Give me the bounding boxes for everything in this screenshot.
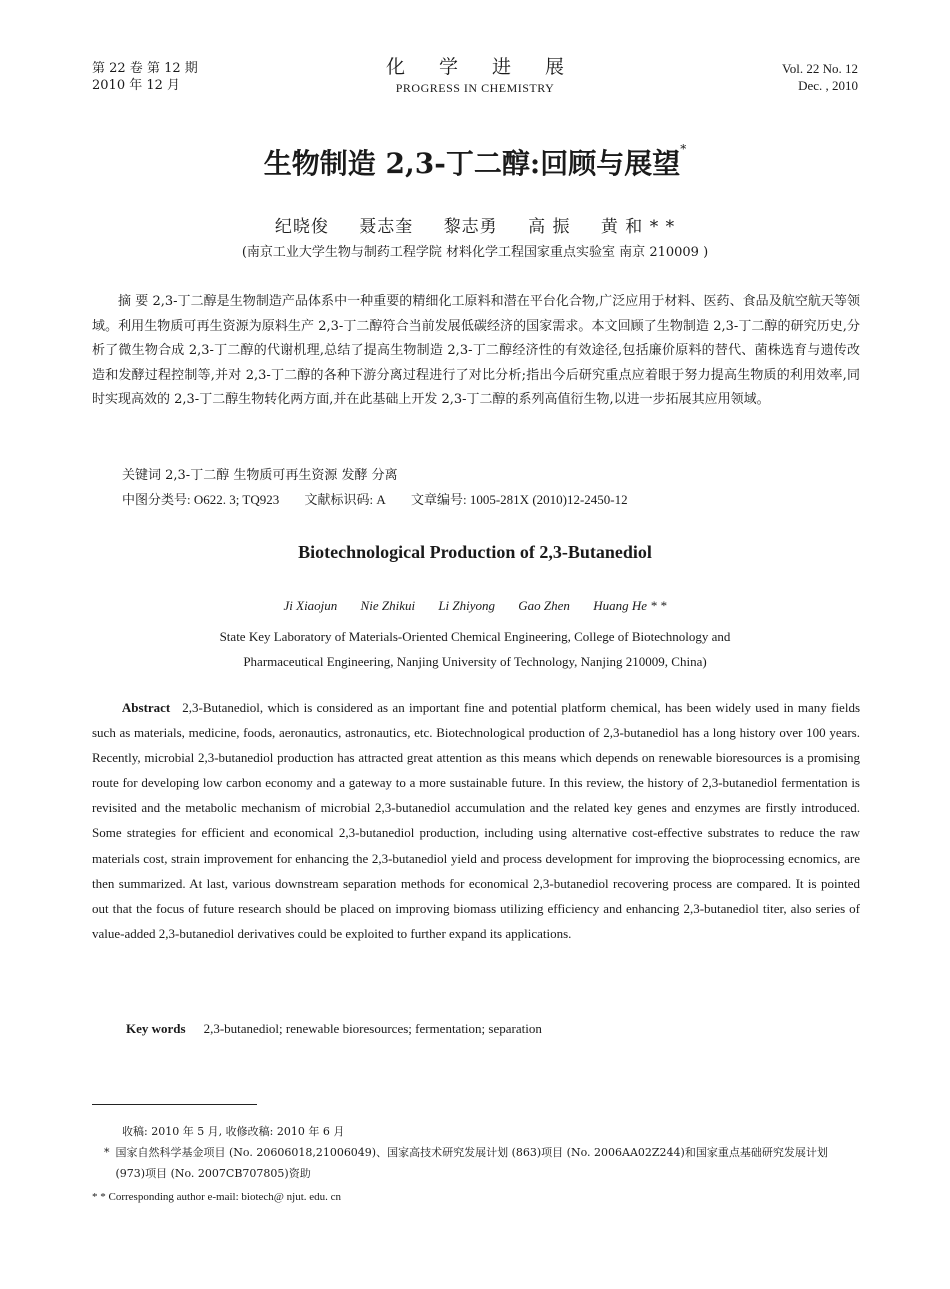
abstract-en	[92, 695, 860, 946]
paper-title-cn-text: 生物制造 2,3-丁二醇:回顾与展望	[263, 147, 681, 180]
keywords-cn: 关键词 2,3-丁二醇 生物质可再生资源 发酵 分离	[122, 468, 398, 483]
author-en: Huang He * *	[593, 598, 667, 613]
author-en: Nie Zhikui	[360, 598, 416, 613]
document-code: 文献标识码: A	[304, 492, 386, 507]
article-number: 文章编号: 1005-281X (2010)12-2450-12	[410, 492, 628, 507]
keywords-en	[126, 1021, 542, 1037]
paper-title-en: Biotechnological Production of 2,3-Butanediol	[298, 542, 652, 562]
classification-line	[122, 489, 650, 508]
journal-name-cn: 化 学 进 展	[385, 56, 579, 78]
author-list-cn	[0, 212, 950, 237]
author-list-en	[0, 598, 950, 614]
affiliation-en-line: State Key Laboratory of Materials-Oriented Chemical Engineering, College of Biotechnology and	[219, 629, 731, 644]
issue-en: Vol. 22 No. 12	[782, 61, 858, 76]
journal-name-en: PROGRESS IN CHEMISTRY	[395, 81, 555, 95]
abstract-en-text: 2,3-Butanediol, which is considered as an important fine and potential platform chemical, has been widely used in many fields such as materials, medicine, foods, aeronautics, astronautics, etc. Biotechnological production of 2,3-butanediol has a long history over 100 years. Recently, microbial 2,3-butanediol production has attracted great attention as this means which depends on renewable bioresources is a promising route for developing low carbon economy and a gateway to a more sustainable future. In this review, the history of 2,3-butanediol fermentation is revisited and the metabolic mechanism of microbial 2,3-butanediol accumulation and the related key genes and enzymes are firstly introduced. Some strategies for efficient and economical 2,3-butanediol production, including using alternative cost-effective substrates to reduce the raw materials cost, strain improvement for enhancing the 2,3-butanediol yield and process development for improving the bioprocessing ecnomics, are then summarized. At last, various downstream separation methods for economical 2,3-butanediol recovering process are compared. It is pointed out that the focus of future research should be placed on improving biomass utilizing efficiency and enhancing 2,3-butanediol titer, also series of value-added 2,3-butanediol derivatives could be exploited to further expand its applications.	[92, 700, 860, 941]
footnote-corresponding: * * Corresponding author e-mail: biotech@ njut. edu. cn	[92, 1191, 342, 1203]
keywords-en-text: 2,3-butanediol; renewable bioresources; fermentation; separation	[203, 1021, 542, 1036]
header-issue-en	[782, 60, 858, 94]
title-footnote-mark: *	[680, 142, 687, 156]
footnote-received: 收稿: 2010 年 5 月, 收修改稿: 2010 年 6 月	[122, 1125, 345, 1138]
author-cn: 高 振	[528, 217, 571, 237]
author-cn: 黄 和 * *	[600, 217, 676, 237]
footnote-funding	[104, 1142, 864, 1184]
author-cn: 黎志勇	[443, 217, 498, 237]
affiliation-cn: (南京工业大学生物与制药工程学院 材料化学工程国家重点实验室 南京 210009 )	[241, 245, 709, 260]
affiliation-en-line: Pharmaceutical Engineering, Nanjing University of Technology, Nanjing 210009, China)	[243, 654, 707, 669]
author-en: Li Zhiyong	[438, 598, 496, 613]
author-en: Ji Xiaojun	[283, 598, 338, 613]
date-cn: 2010 年 12 月	[92, 78, 181, 93]
author-cn: 聂志奎	[359, 217, 414, 237]
abstract-en-label: Abstract	[121, 700, 171, 715]
footnote-funding-mark: *	[104, 1146, 110, 1159]
author-cn: 纪晓俊	[274, 217, 329, 237]
footnote-funding-text: 国家自然科学基金项目 (No. 20606018,21006049)、国家高技术研究发展计划 (863)项目 (No. 2006AA02Z244)和国家重点基础研究发展计划 (973)项目 (No. 2007CB707805)资助	[115, 1146, 828, 1180]
issue-cn: 第 22 卷 第 12 期	[92, 61, 198, 76]
affiliation-en	[0, 624, 950, 674]
clc-number: 中图分类号: O622. 3; TQ923	[122, 492, 280, 507]
footnote-divider	[92, 1104, 257, 1105]
date-en: Dec. , 2010	[798, 78, 858, 93]
author-en: Gao Zhen	[518, 598, 570, 613]
keywords-en-label: Key words	[126, 1021, 186, 1036]
paper-title-cn	[0, 142, 950, 182]
abstract-cn: 摘 要 2,3-丁二醇是生物制造产品体系中一种重要的精细化工原料和潜在平台化合物,广泛应用于材料、医药、食品及航空航天等领域。利用生物质可再生资源为原料生产 2,3-丁二醇符合当前发展低碳经济的国家需求。本文回顾了生物制造 2,3-丁二醇的研究历史,分析了微生物合成 2,3-丁二醇的代谢机理,总结了提高生物制造 2,3-丁二醇经济性的有效途径,包括廉价原料的替代、菌株选育与遗传改造和发酵过程控制等,并对 2,3-丁二醇的各种下游分离过程进行了对比分析;指出今后研究重点应着眼于努力提高生物质的利用效率,同时实现高效的 2,3-丁二醇生物转化两方面,并在此基础上开发 2,3-丁二醇的系列高值衍生物,以进一步拓展其应用领域。	[92, 294, 860, 407]
